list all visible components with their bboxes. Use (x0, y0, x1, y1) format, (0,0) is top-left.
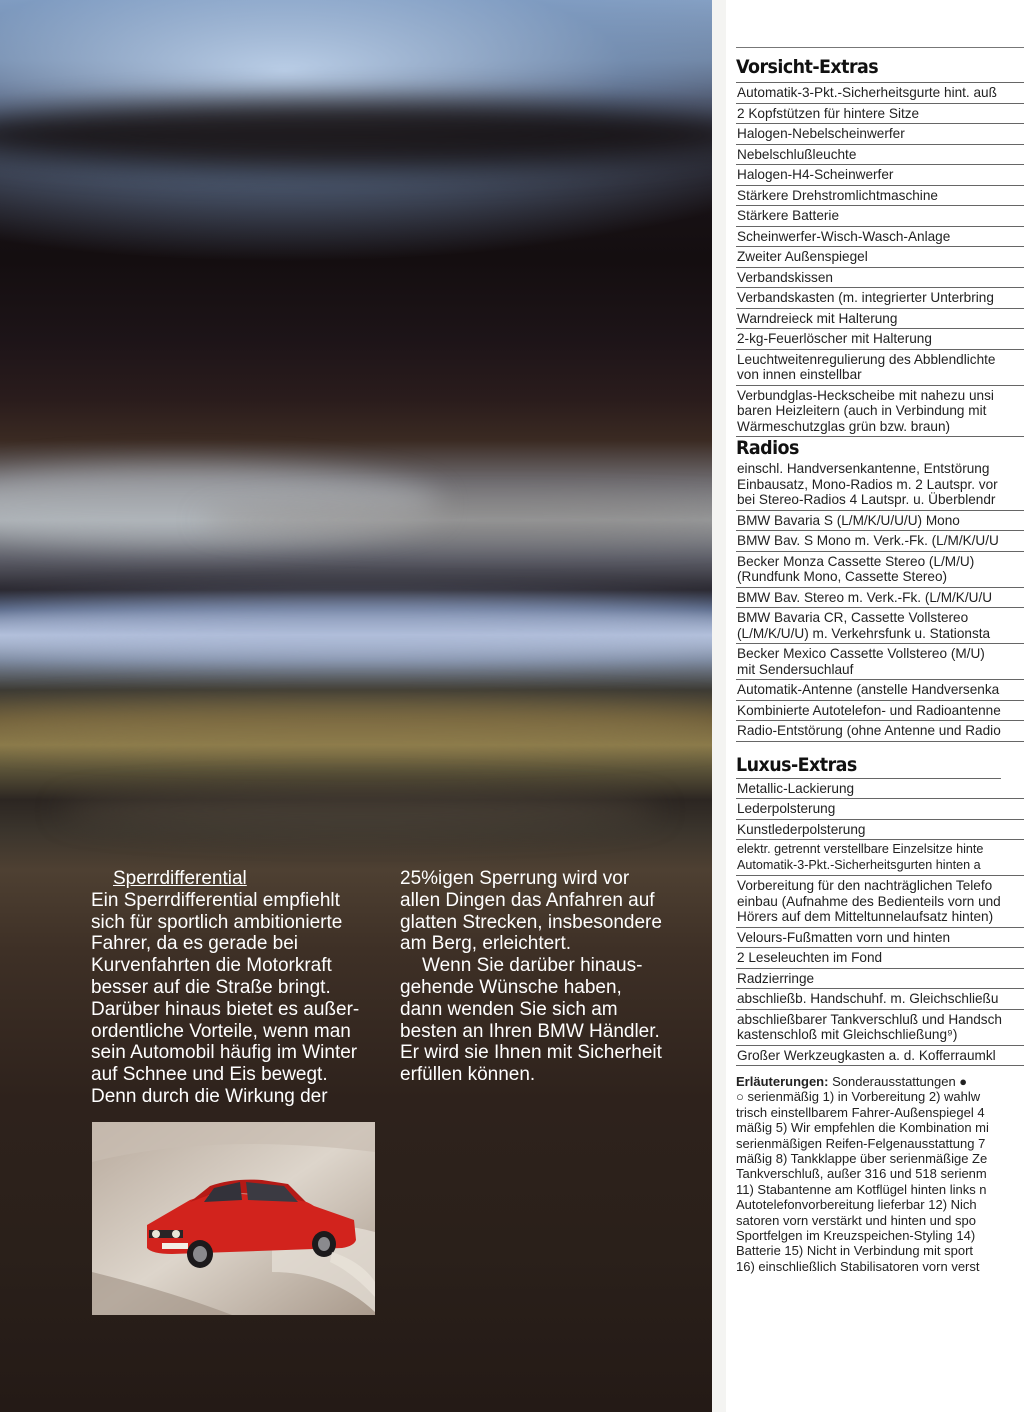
list-item: Leuchtweitenregulierung des Abblendlichte von innen einstellbar (736, 350, 1024, 386)
car-photo (92, 1122, 375, 1315)
list-item: BMW Bavaria CR, Cassette Vollstereo (L/M/K/U/U) m. Verkehrsfunk u. Stationsta (736, 608, 1024, 644)
list-item: BMW Bav. Stereo m. Verk.-Fk. (L/M/K/U/U (736, 588, 1024, 609)
body-line: allen Dingen das Anfahren auf (400, 889, 655, 911)
list-item: Kunstlederpolsterung (736, 820, 1024, 841)
list-item: Nebelschlußleuchte (736, 145, 1024, 166)
body-line: am Berg, erleichtert. (400, 933, 572, 955)
body-line: Ein Sperrdifferential empfiehlt (91, 889, 340, 911)
list-item: Stärkere Batterie (736, 206, 1024, 227)
footnotes-label: Erläuterungen: (736, 1074, 829, 1089)
list-item: Velours-Fußmatten vorn und hinten (736, 928, 1024, 949)
list-item: BMW Bav. S Mono m. Verk.-Fk. (L/M/K/U/U (736, 531, 1024, 552)
body-line: ordentliche Vorteile, wenn man (91, 1020, 351, 1042)
vorsicht-list (736, 83, 1024, 437)
list-item: BMW Bavaria S (L/M/K/U/U/U) Mono (736, 511, 1024, 532)
body-line: Wenn Sie darüber hinaus- (422, 955, 643, 977)
body-line: dann wenden Sie sich am (400, 998, 618, 1020)
list-item: Radzierringe (736, 969, 1024, 990)
red-coupe-illustration (92, 1122, 375, 1315)
footnotes (736, 1074, 1024, 1274)
body-line: gehende Wünsche haben, (400, 976, 622, 998)
text-column-right (400, 868, 700, 1086)
body-line: glatten Strecken, insbesondere (400, 911, 662, 933)
page-gutter (712, 0, 726, 1412)
list-item: elektr. getrennt verstellbare Einzelsitze hinte Automatik-3-Pkt.-Sicherheitsgurten hinten a (736, 840, 1024, 876)
footnotes-text: ○ serienmäßig 1) in Vorbereitung 2) wahlw trisch einstellbarem Fahrer-Außenspiegel 4 mäßig 5) Wir empfehlen die Kombination mi serienmäßigen Reifen-Felgenausstattung 7 mäßig 8) Tankklappe über serienmäßige Ze Tankverschluß, außer 316 und 518 serienm 11) Stabantenne am Kotflügel hinten links n Autotelefonvorbereitung lieferbar 12) Nich satoren vorn verstärkt und hinten und spo Sportfelgen im Kreuzspeichen-Styling 14) Batterie 15) Nicht in Verbindung mit sport 16) einschließlich Stabilisatoren vorn verst (736, 1089, 989, 1274)
list-item: 2-kg-Feuerlöscher mit Halterung (736, 329, 1024, 350)
list-item: 2 Leseleuchten im Fond (736, 948, 1024, 969)
footnotes-first-line: Sonderausstattungen ● (828, 1074, 968, 1089)
list-item: Lederpolsterung (736, 799, 1024, 820)
list-item: Becker Mexico Cassette Vollstereo (M/U) mit Sendersuchlauf (736, 644, 1024, 680)
list-item: Großer Werkzeugkasten a. d. Kofferraumkl (736, 1046, 1024, 1067)
body-line: Er wird sie Ihnen mit Sicherheit (400, 1042, 662, 1064)
list-item: Warndreieck mit Halterung (736, 309, 1024, 330)
list-item: Verbundglas-Heckscheibe mit nahezu unsi baren Heizleitern (auch in Verbindung mit Wärmeschutzglas grün bzw. braun) (736, 386, 1024, 438)
list-item: Halogen-H4-Scheinwerfer (736, 165, 1024, 186)
list-item: Metallic-Lackierung (736, 779, 1024, 800)
list-item: Verbandskasten (m. integrierter Unterbring (736, 288, 1024, 309)
radios-list (736, 511, 1024, 742)
radios-intro: einschl. Handversenkantenne, Entstörung Einbausatz, Mono-Radios m. 2 Lautspr. vor bei Stereo-Radios 4 Lautspr. u. Überblendr (736, 459, 1024, 511)
body-line: sich für sportlich ambitionierte (91, 911, 343, 933)
body-line: Fahrer, da es gerade bei (91, 933, 299, 955)
text-column-left (91, 868, 391, 1108)
section-title-vorsicht: Vorsicht-Extras (736, 56, 879, 78)
body-line: auf Schnee und Eis bewegt. (91, 1064, 328, 1086)
body-line: sein Automobil häufig im Winter (91, 1042, 358, 1064)
body-line: besser auf die Straße bringt. (91, 976, 331, 998)
list-item: Kombinierte Autotelefon- und Radioantenne (736, 701, 1024, 722)
list-item: Halogen-Nebelscheinwerfer (736, 124, 1024, 145)
list-item: Automatik-3-Pkt.-Sicherheitsgurte hint. auß (736, 83, 1024, 104)
body-line: 25%igen Sperrung wird vor (400, 868, 630, 889)
list-item: Stärkere Drehstromlichtmaschine (736, 186, 1024, 207)
section-title-radios: Radios (736, 437, 799, 459)
list-item: abschließbarer Tankverschluß und Handsch kastenschloß mit Gleichschließung⁹) (736, 1010, 1024, 1046)
list-item: abschließb. Handschuhf. m. Gleichschließu (736, 989, 1024, 1010)
list-item: 2 Kopfstützen für hintere Sitze (736, 104, 1024, 125)
section-title-luxus: Luxus-Extras (736, 752, 1001, 779)
list-item: Automatik-Antenne (anstelle Handversenka (736, 680, 1024, 701)
options-list-page (736, 0, 1024, 1412)
section-heading: Sperrdifferential (113, 868, 247, 889)
list-item: Becker Monza Cassette Stereo (L/M/U) (Rundfunk Mono, Cassette Stereo) (736, 552, 1024, 588)
body-line: Darüber hinaus bietet es außer- (91, 998, 360, 1020)
list-item: Zweiter Außenspiegel (736, 247, 1024, 268)
body-line: besten an Ihren BMW Händler. (400, 1020, 660, 1042)
list-item: Verbandskissen (736, 268, 1024, 289)
luxus-list (736, 779, 1024, 1067)
body-line: erfüllen können. (400, 1064, 536, 1086)
list-item: Vorbereitung für den nachträglichen Telefo einbau (Aufnahme des Bedienteils vorn und Hörers auf dem Mitteltunnelaufsatz hinten) (736, 876, 1024, 928)
list-item: Radio-Entstörung (ohne Antenne und Radio (736, 721, 1024, 742)
list-item: Scheinwerfer-Wisch-Wasch-Anlage (736, 227, 1024, 248)
body-line: Kurvenfahrten die Motorkraft (91, 955, 332, 977)
body-line: Denn durch die Wirkung der (91, 1085, 328, 1107)
